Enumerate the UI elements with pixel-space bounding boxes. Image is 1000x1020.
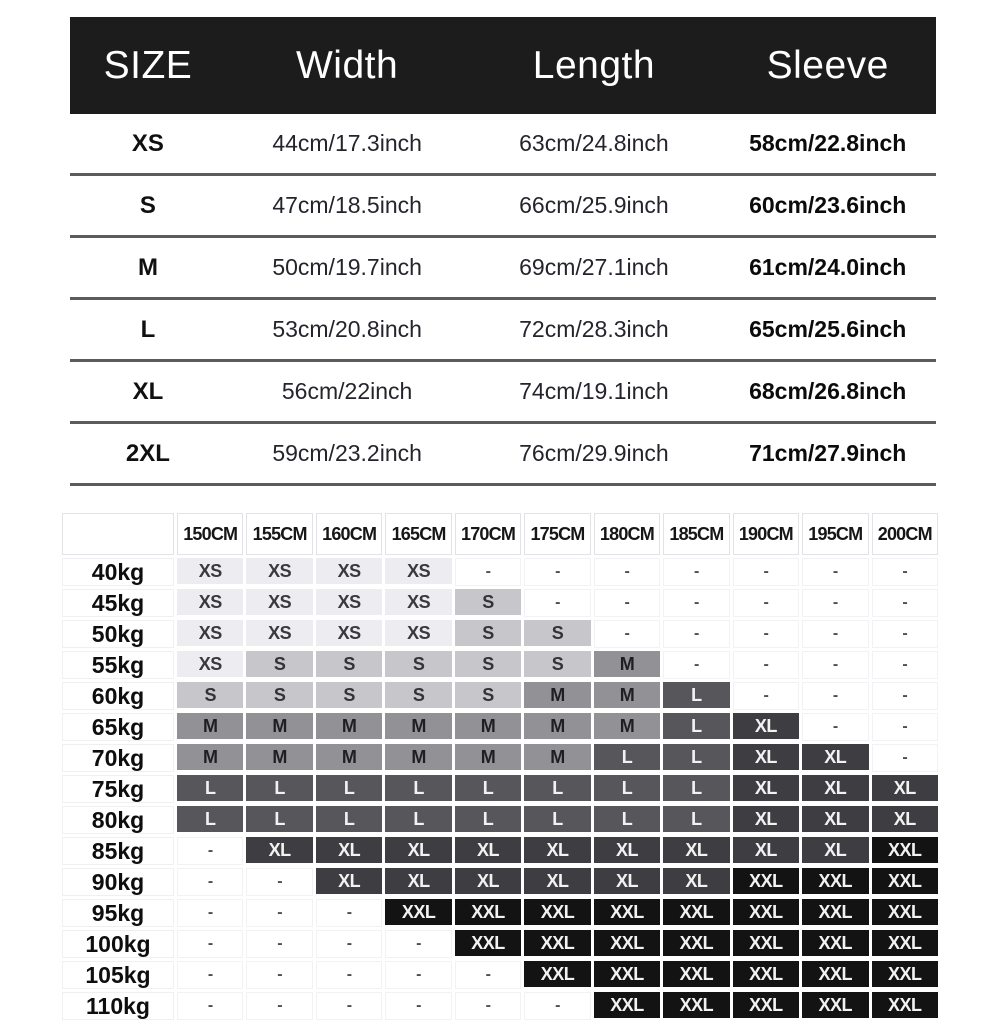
matrix-cell-empty: -	[802, 682, 868, 710]
matrix-cell-size: XXL	[872, 837, 938, 863]
matrix-cell-size: S	[455, 589, 521, 615]
matrix-height-header: 190CM	[733, 513, 799, 555]
matrix-cell-empty: -	[872, 682, 938, 710]
matrix-cell-size: XL	[733, 837, 799, 863]
matrix-cell-empty: -	[663, 589, 729, 617]
matrix-cell-size: L	[455, 775, 521, 801]
matrix-cell-empty: -	[177, 930, 243, 958]
matrix-cell-size: XXL	[872, 961, 938, 987]
matrix-cell-empty: -	[733, 682, 799, 710]
size-table-cell-width: 53cm/20.8inch	[272, 316, 422, 342]
matrix-height-header: 175CM	[524, 513, 590, 555]
matrix-cell-size: M	[455, 744, 521, 770]
matrix-cell-empty: -	[663, 558, 729, 586]
matrix-cell-empty: -	[872, 558, 938, 586]
matrix-cell-size: M	[385, 713, 451, 739]
matrix-weight-label: 60kg	[62, 682, 174, 710]
matrix-cell-size: L	[316, 775, 382, 801]
matrix-cell-empty: -	[872, 744, 938, 772]
matrix-cell-size: XXL	[733, 961, 799, 987]
matrix-cell-empty: -	[872, 620, 938, 648]
matrix-cell-size: XL	[872, 775, 938, 801]
matrix-cell-empty: -	[802, 558, 868, 586]
matrix-cell-size: XXL	[802, 930, 868, 956]
matrix-cell-size: XS	[316, 589, 382, 615]
matrix-cell-size: XXL	[802, 992, 868, 1018]
matrix-cell-empty: -	[385, 961, 451, 989]
size-table-cell-length: 76cm/29.9inch	[519, 440, 669, 466]
garment-size-table	[70, 17, 936, 486]
matrix-cell-size: L	[524, 806, 590, 832]
matrix-cell-size: M	[594, 713, 660, 739]
size-table-cell-sleeve: 60cm/23.6inch	[749, 192, 907, 218]
size-table-cell-length: 72cm/28.3inch	[519, 316, 669, 342]
matrix-cell-size: XL	[733, 775, 799, 801]
matrix-cell-empty: -	[802, 620, 868, 648]
matrix-cell-size: M	[177, 713, 243, 739]
size-table-cell-sleeve: 61cm/24.0inch	[749, 254, 907, 280]
matrix-cell-size: XXL	[385, 899, 451, 925]
matrix-cell-empty: -	[663, 651, 729, 679]
matrix-weight-label: 50kg	[62, 620, 174, 648]
matrix-cell-size: S	[177, 682, 243, 708]
matrix-cell-size: S	[246, 651, 312, 677]
matrix-cell-size: L	[385, 806, 451, 832]
matrix-cell-size: XL	[802, 806, 868, 832]
matrix-height-header: 150CM	[177, 513, 243, 555]
matrix-cell-size: S	[246, 682, 312, 708]
matrix-cell-size: S	[524, 651, 590, 677]
matrix-cell-size: XXL	[663, 992, 729, 1018]
matrix-cell-empty: -	[802, 651, 868, 679]
matrix-cell-size: L	[663, 682, 729, 708]
matrix-cell-size: XL	[802, 837, 868, 863]
matrix-cell-size: M	[316, 744, 382, 770]
matrix-cell-empty: -	[594, 558, 660, 586]
matrix-cell-size: L	[663, 713, 729, 739]
matrix-weight-label: 100kg	[62, 930, 174, 958]
matrix-cell-size: M	[177, 744, 243, 770]
matrix-cell-empty: -	[177, 961, 243, 989]
size-table-cell-width: 56cm/22inch	[281, 378, 413, 404]
matrix-cell-empty: -	[177, 837, 243, 865]
matrix-cell-size: XL	[594, 837, 660, 863]
matrix-cell-size: M	[524, 713, 590, 739]
matrix-cell-size: L	[177, 775, 243, 801]
matrix-cell-empty: -	[455, 961, 521, 989]
matrix-cell-size: L	[594, 775, 660, 801]
size-table-cell-sleeve: 68cm/26.8inch	[749, 378, 907, 404]
matrix-corner-cell	[62, 513, 174, 555]
matrix-cell-empty: -	[663, 620, 729, 648]
matrix-weight-label: 105kg	[62, 961, 174, 989]
matrix-cell-size: M	[246, 744, 312, 770]
size-table-cell-width: 47cm/18.5inch	[272, 192, 422, 218]
matrix-cell-size: XL	[663, 837, 729, 863]
matrix-cell-empty: -	[733, 558, 799, 586]
matrix-cell-size: S	[524, 620, 590, 646]
matrix-cell-size: XS	[177, 620, 243, 646]
matrix-cell-size: XL	[802, 775, 868, 801]
matrix-cell-empty: -	[733, 651, 799, 679]
matrix-cell-size: L	[594, 806, 660, 832]
matrix-cell-empty: -	[733, 620, 799, 648]
matrix-cell-size: XXL	[872, 899, 938, 925]
matrix-cell-size: XS	[177, 589, 243, 615]
matrix-weight-label: 75kg	[62, 775, 174, 803]
matrix-cell-empty: -	[872, 589, 938, 617]
matrix-cell-size: S	[316, 651, 382, 677]
matrix-height-header: 195CM	[802, 513, 868, 555]
matrix-cell-empty: -	[246, 992, 312, 1020]
size-table-cell-sleeve: 58cm/22.8inch	[749, 130, 907, 156]
matrix-cell-empty: -	[455, 992, 521, 1020]
size-table-cell-sleeve: 71cm/27.9inch	[749, 440, 907, 466]
matrix-cell-empty: -	[316, 930, 382, 958]
matrix-cell-size: XL	[385, 837, 451, 863]
matrix-cell-empty: -	[246, 899, 312, 927]
matrix-cell-size: L	[246, 806, 312, 832]
matrix-cell-size: L	[524, 775, 590, 801]
matrix-cell-size: XL	[663, 868, 729, 894]
matrix-cell-size: XL	[316, 837, 382, 863]
matrix-cell-size: XXL	[872, 930, 938, 956]
matrix-cell-size: XL	[594, 868, 660, 894]
size-table-cell-size: XS	[131, 129, 164, 157]
matrix-cell-size: XS	[177, 558, 243, 584]
matrix-cell-size: M	[385, 744, 451, 770]
matrix-cell-empty: -	[594, 620, 660, 648]
matrix-cell-size: XS	[246, 620, 312, 646]
matrix-cell-size: L	[246, 775, 312, 801]
matrix-cell-size: XXL	[663, 930, 729, 956]
matrix-cell-size: XXL	[524, 961, 590, 987]
matrix-cell-size: L	[177, 806, 243, 832]
matrix-cell-empty: -	[524, 589, 590, 617]
matrix-weight-label: 45kg	[62, 589, 174, 617]
size-table-body	[70, 114, 936, 486]
matrix-cell-size: M	[524, 682, 590, 708]
matrix-cell-empty: -	[733, 589, 799, 617]
size-table-cell-size: 2XL	[125, 439, 170, 467]
matrix-cell-empty: -	[524, 992, 590, 1020]
size-table-row	[70, 424, 936, 486]
matrix-height-header: 200CM	[872, 513, 938, 555]
matrix-cell-size: XS	[177, 651, 243, 677]
matrix-cell-size: XXL	[802, 868, 868, 894]
matrix-cell-empty: -	[246, 930, 312, 958]
matrix-cell-empty: -	[316, 899, 382, 927]
size-table-header-length: Length	[532, 43, 656, 87]
matrix-cell-empty: -	[524, 558, 590, 586]
matrix-cell-size: XXL	[524, 930, 590, 956]
size-table-row	[70, 238, 936, 300]
matrix-cell-size: L	[455, 806, 521, 832]
matrix-cell-size: XXL	[594, 992, 660, 1018]
matrix-height-header: 155CM	[246, 513, 312, 555]
matrix-height-header: 185CM	[663, 513, 729, 555]
size-table-cell-width: 59cm/23.2inch	[272, 440, 422, 466]
size-table-header-sleeve: Sleeve	[766, 43, 889, 87]
matrix-cell-size: L	[663, 744, 729, 770]
matrix-weight-label: 80kg	[62, 806, 174, 834]
size-table-cell-size: S	[139, 191, 156, 219]
matrix-cell-size: XXL	[733, 868, 799, 894]
matrix-weight-label: 55kg	[62, 651, 174, 679]
matrix-cell-size: XS	[385, 589, 451, 615]
size-table-cell-size: L	[140, 315, 156, 343]
matrix-cell-size: XS	[385, 620, 451, 646]
matrix-cell-size: L	[594, 744, 660, 770]
matrix-cell-size: XL	[733, 713, 799, 739]
matrix-cell-size: S	[385, 651, 451, 677]
matrix-weight-label: 90kg	[62, 868, 174, 896]
matrix-cell-size: XS	[385, 558, 451, 584]
matrix-cell-size: L	[663, 775, 729, 801]
matrix-height-header: 160CM	[316, 513, 382, 555]
size-table-cell-length: 69cm/27.1inch	[519, 254, 669, 280]
matrix-cell-empty: -	[177, 992, 243, 1020]
matrix-cell-empty: -	[872, 651, 938, 679]
matrix-cell-empty: -	[802, 713, 868, 741]
matrix-cell-size: XL	[455, 868, 521, 894]
matrix-cell-size: M	[594, 682, 660, 708]
matrix-cell-size: XXL	[524, 899, 590, 925]
size-table-cell-length: 66cm/25.9inch	[519, 192, 669, 218]
matrix-weight-label: 40kg	[62, 558, 174, 586]
matrix-cell-size: XXL	[733, 992, 799, 1018]
matrix-height-header: 165CM	[385, 513, 451, 555]
size-table-header	[70, 17, 936, 114]
matrix-cell-size: XL	[733, 744, 799, 770]
matrix-cell-empty: -	[385, 930, 451, 958]
matrix-cell-size: XL	[524, 868, 590, 894]
matrix-cell-size: XL	[385, 868, 451, 894]
matrix-cell-size: M	[455, 713, 521, 739]
matrix-cell-size: XXL	[594, 930, 660, 956]
matrix-cell-size: XXL	[733, 930, 799, 956]
matrix-cell-size: L	[663, 806, 729, 832]
matrix-cell-size: XXL	[733, 899, 799, 925]
matrix-cell-empty: -	[177, 899, 243, 927]
matrix-cell-size: XXL	[663, 961, 729, 987]
matrix-weight-label: 85kg	[62, 837, 174, 865]
size-table-cell-width: 44cm/17.3inch	[272, 130, 422, 156]
size-table-row	[70, 176, 936, 238]
matrix-cell-size: XXL	[594, 961, 660, 987]
matrix-cell-empty: -	[802, 589, 868, 617]
matrix-cell-size: XL	[802, 744, 868, 770]
matrix-weight-label: 65kg	[62, 713, 174, 741]
size-table-row	[70, 362, 936, 424]
matrix-weight-label: 70kg	[62, 744, 174, 772]
matrix-cell-size: M	[524, 744, 590, 770]
matrix-weight-label: 110kg	[62, 992, 174, 1020]
matrix-cell-empty: -	[316, 992, 382, 1020]
matrix-cell-empty: -	[316, 961, 382, 989]
size-table-row	[70, 114, 936, 176]
matrix-weight-label: 95kg	[62, 899, 174, 927]
matrix-cell-size: XS	[316, 620, 382, 646]
matrix-cell-size: S	[385, 682, 451, 708]
matrix-cell-size: XL	[872, 806, 938, 832]
matrix-cell-empty: -	[246, 868, 312, 896]
matrix-cell-empty: -	[246, 961, 312, 989]
matrix-cell-size: XS	[246, 558, 312, 584]
matrix-cell-size: XXL	[594, 899, 660, 925]
matrix-cell-size: L	[316, 806, 382, 832]
size-table-cell-size: XL	[132, 377, 164, 405]
size-table-cell-length: 63cm/24.8inch	[519, 130, 669, 156]
matrix-cell-size: XXL	[802, 961, 868, 987]
matrix-cell-size: XXL	[455, 930, 521, 956]
height-weight-matrix	[62, 513, 938, 1020]
matrix-height-header: 170CM	[455, 513, 521, 555]
matrix-cell-size: L	[385, 775, 451, 801]
matrix-cell-size: XL	[524, 837, 590, 863]
matrix-cell-size: XS	[246, 589, 312, 615]
matrix-cell-size: M	[594, 651, 660, 677]
size-table-row	[70, 300, 936, 362]
matrix-cell-size: XXL	[872, 868, 938, 894]
matrix-cell-size: XL	[246, 837, 312, 863]
size-table-cell-length: 74cm/19.1inch	[519, 378, 669, 404]
size-table-header-width: Width	[296, 43, 399, 87]
matrix-cell-size: S	[455, 682, 521, 708]
matrix-cell-size: XL	[455, 837, 521, 863]
matrix-cell-size: S	[316, 682, 382, 708]
matrix-cell-empty: -	[594, 589, 660, 617]
size-table-cell-sleeve: 65cm/25.6inch	[749, 316, 907, 342]
size-table-cell-size: M	[137, 253, 158, 281]
matrix-cell-size: XXL	[802, 899, 868, 925]
matrix-cell-empty: -	[385, 992, 451, 1020]
matrix-cell-size: S	[455, 651, 521, 677]
matrix-cell-size: XXL	[872, 992, 938, 1018]
matrix-cell-size: XL	[316, 868, 382, 894]
matrix-cell-size: M	[316, 713, 382, 739]
matrix-cell-size: XL	[733, 806, 799, 832]
size-table-header-size: SIZE	[103, 43, 193, 87]
matrix-cell-empty: -	[455, 558, 521, 586]
matrix-cell-size: XXL	[455, 899, 521, 925]
matrix-cell-size: XXL	[663, 899, 729, 925]
matrix-cell-size: S	[455, 620, 521, 646]
matrix-height-header: 180CM	[594, 513, 660, 555]
matrix-cell-size: XS	[316, 558, 382, 584]
matrix-cell-empty: -	[872, 713, 938, 741]
matrix-cell-size: M	[246, 713, 312, 739]
matrix-cell-empty: -	[177, 868, 243, 896]
size-table-cell-width: 50cm/19.7inch	[272, 254, 422, 280]
